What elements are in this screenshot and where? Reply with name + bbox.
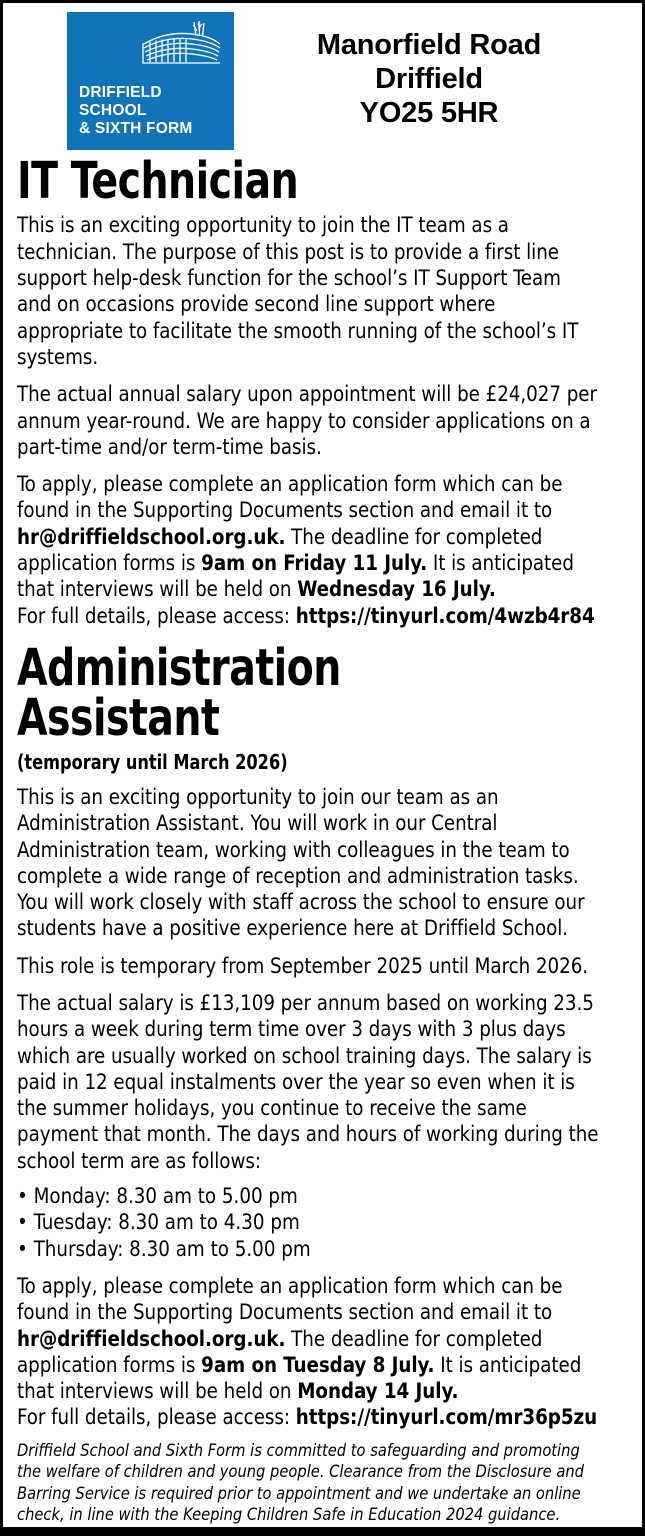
job-2-interview-lead: It is anticipated that interviews will be held on xyxy=(17,1352,582,1405)
address-line-3: YO25 5HR xyxy=(359,97,499,130)
address-line-1: Manorfield Road xyxy=(316,29,542,61)
job-2-title-line-2: Assistant xyxy=(17,689,220,749)
job-2-interview-date: Monday 14 July. xyxy=(297,1379,459,1405)
job-1-deadline-lead: The deadline for completed application forms is xyxy=(17,524,543,577)
list-item: • Monday: 8.30 am to 5.00 pm xyxy=(17,1184,601,1210)
job-1-paragraph-1: This is an exciting opportunity to join the IT team as a technician. The purpose of this post is to provide a first line support help-desk function for the school’s IT Support Team and on occasions provide second line support where appropriate to facilitate the smooth running of the school’s IT systems. xyxy=(17,213,579,370)
wheat-sheaf-field-mark xyxy=(136,20,222,70)
job-2-email[interactable]: hr@driffieldschool.org.uk. xyxy=(17,1326,286,1352)
job-title-administration-assistant xyxy=(17,638,542,749)
job-1-email[interactable]: hr@driffieldschool.org.uk. xyxy=(17,524,286,550)
safeguarding-statement: Driffield School and Sixth Form is committed to safeguarding and promoting the welfare of children and young people. Clearance from the Disclosure and Barring Service is required prior to appointment and we undertake an online check, in line with the Keeping Children Safe in Education 2024 guidance. xyxy=(17,1440,585,1526)
job-title-it-technician: IT Technician xyxy=(17,152,299,211)
list-item: • Tuesday: 8.30 am to 4.30 pm xyxy=(17,1210,601,1236)
job-1-interview-date: Wednesday 16 July. xyxy=(297,577,496,603)
job-2-apply-lead: To apply, please complete an application form which can be found in the Supporting Documents section and email it to xyxy=(17,1273,563,1326)
address-line-2: Driffield xyxy=(375,63,483,96)
job-1-details-lead: For full details, please access: xyxy=(17,603,296,629)
school-address xyxy=(234,12,628,131)
school-logo xyxy=(67,12,234,150)
logo-line-1: DRIFFIELD xyxy=(79,84,162,102)
ad-header xyxy=(17,3,628,155)
job-listing-it-technician xyxy=(17,152,628,630)
logo-wordmark xyxy=(79,84,192,138)
job-1-apply-lead: To apply, please complete an application form which can be found in the Supporting Documents section and email it to xyxy=(17,472,563,524)
job-1-apply-paragraph xyxy=(17,472,601,630)
job-2-paragraph-1: This is an exciting opportunity to join our team as an Administration Assistant. You will work in our Central Administration team, working with colleagues in the team to complete a wide range of reception and administration tasks. You will work closely with staff across the school to ensure our students have a positive experience here at Driffield School. xyxy=(17,784,585,942)
job-2-details-lead: For full details, please access: xyxy=(17,1405,296,1431)
job-2-deadline: 9am on Tuesday 8 July. xyxy=(201,1352,435,1378)
job-listing-administration-assistant xyxy=(17,638,628,1432)
job-2-apply-paragraph xyxy=(17,1274,601,1432)
job-1-url[interactable]: https://tinyurl.com/4wzb4r84 xyxy=(295,603,595,629)
job-2-subtitle: (temporary until March 2026) xyxy=(17,749,288,774)
job-1-paragraph-2: The actual annual salary upon appointment will be £24,027 per annum year-round. We are happy to consider applications on a part-time and/or term-time basis. xyxy=(17,382,597,460)
logo-line-3: & SIXTH FORM xyxy=(79,120,193,138)
job-2-title-line-1: Administration xyxy=(17,638,341,698)
logo-line-2: SCHOOL xyxy=(79,102,147,120)
job-1-deadline: 9am on Friday 11 July. xyxy=(201,551,428,577)
job-2-url[interactable]: https://tinyurl.com/mr36p5zu xyxy=(295,1405,598,1431)
job-2-paragraph-2: This role is temporary from September 2025 until March 2026. xyxy=(17,953,589,979)
job-2-deadline-lead: The deadline for completed application forms is xyxy=(17,1326,543,1378)
job-2-paragraph-3: The actual salary is £13,109 per annum based on working 23.5 hours a week during term time over 3 days with 3 plus days which are usually worked on school training days. The salary is paid in 12 equal instalments over the year so even when it is the summer holidays, you continue to receive the same payment that month. The days and hours of working during the school term are as follows: xyxy=(17,990,599,1174)
job-2-working-hours-list xyxy=(17,1184,601,1263)
list-item: • Thursday: 8.30 am to 5.00 pm xyxy=(17,1237,601,1263)
job-1-interview-lead: It is anticipated that interviews will be held on xyxy=(17,551,574,603)
